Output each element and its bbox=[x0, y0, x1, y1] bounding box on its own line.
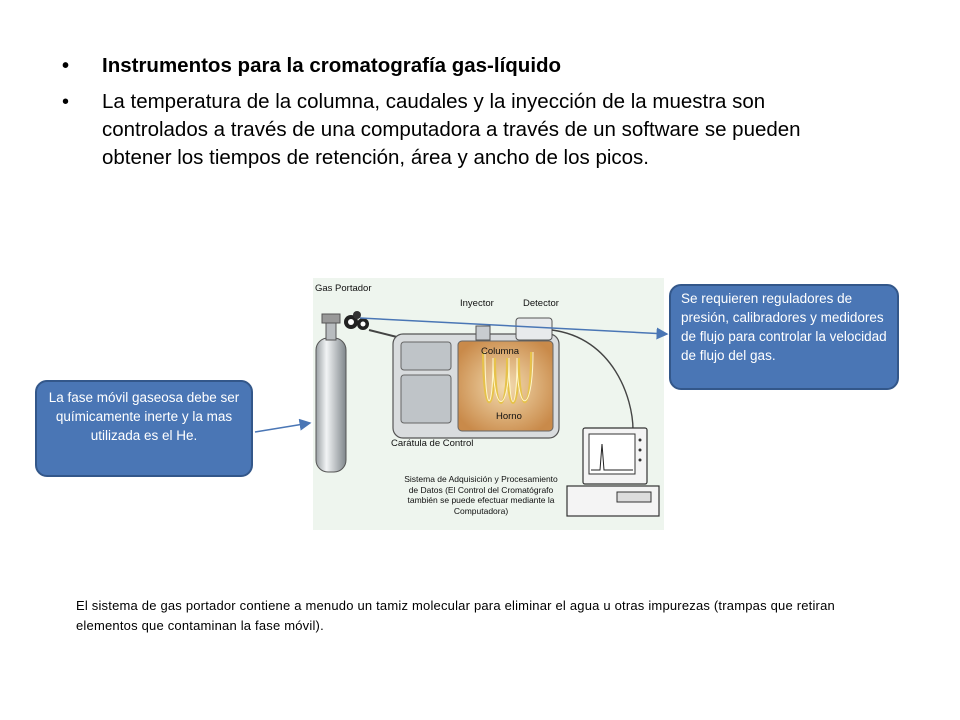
bullet-dot-icon: • bbox=[62, 91, 70, 113]
label-caratula: Carátula de Control bbox=[391, 438, 474, 449]
footnote: El sistema de gas portador contiene a menudo un tamiz molecular para eliminar el agua u otras impurezas (trampas que retiran elementos que contaminan la fase móvil). bbox=[76, 598, 835, 633]
bullet-description bbox=[62, 88, 852, 172]
label-detector: Detector bbox=[523, 298, 559, 309]
bullet-dot-icon: • bbox=[62, 55, 70, 77]
pressure-regulator bbox=[344, 311, 369, 330]
label-sistema: Sistema de Adquisición y Procesamiento de Datos (El Control del Cromatógrafo también se puede efectuar mediante la Computadora) bbox=[404, 474, 558, 516]
callout-regulators: Se requieren reguladores de presión, calibradores y medidores de flujo para controlar la velocidad de flujo del gas. bbox=[669, 284, 899, 390]
chromatograph-body bbox=[393, 334, 559, 438]
label-horno: Horno bbox=[496, 411, 522, 422]
callout-mobile-phase: La fase móvil gaseosa debe ser químicamente inerte y la mas utilizada es el He. bbox=[35, 380, 253, 477]
arrow-left bbox=[255, 423, 310, 432]
label-columna: Columna bbox=[481, 346, 520, 357]
chromatograph-diagram bbox=[313, 278, 664, 530]
bullet-list bbox=[62, 52, 852, 180]
gas-cylinder bbox=[316, 314, 346, 472]
label-gas-portador: Gas Portador bbox=[315, 283, 372, 294]
bullet-title-text: Instrumentos para la cromatografía gas-líquido bbox=[102, 54, 562, 77]
bullet-description-text: La temperatura de la columna, caudales y la inyección de la muestra son controlados a través de una computadora a través de un software se pueden obtener los tiempos de retención, área y ancho de los picos. bbox=[102, 90, 801, 169]
computer bbox=[567, 428, 659, 516]
bullet-title bbox=[62, 52, 852, 80]
detector bbox=[516, 318, 552, 340]
injector bbox=[476, 326, 490, 340]
label-inyector: Inyector bbox=[460, 298, 494, 309]
